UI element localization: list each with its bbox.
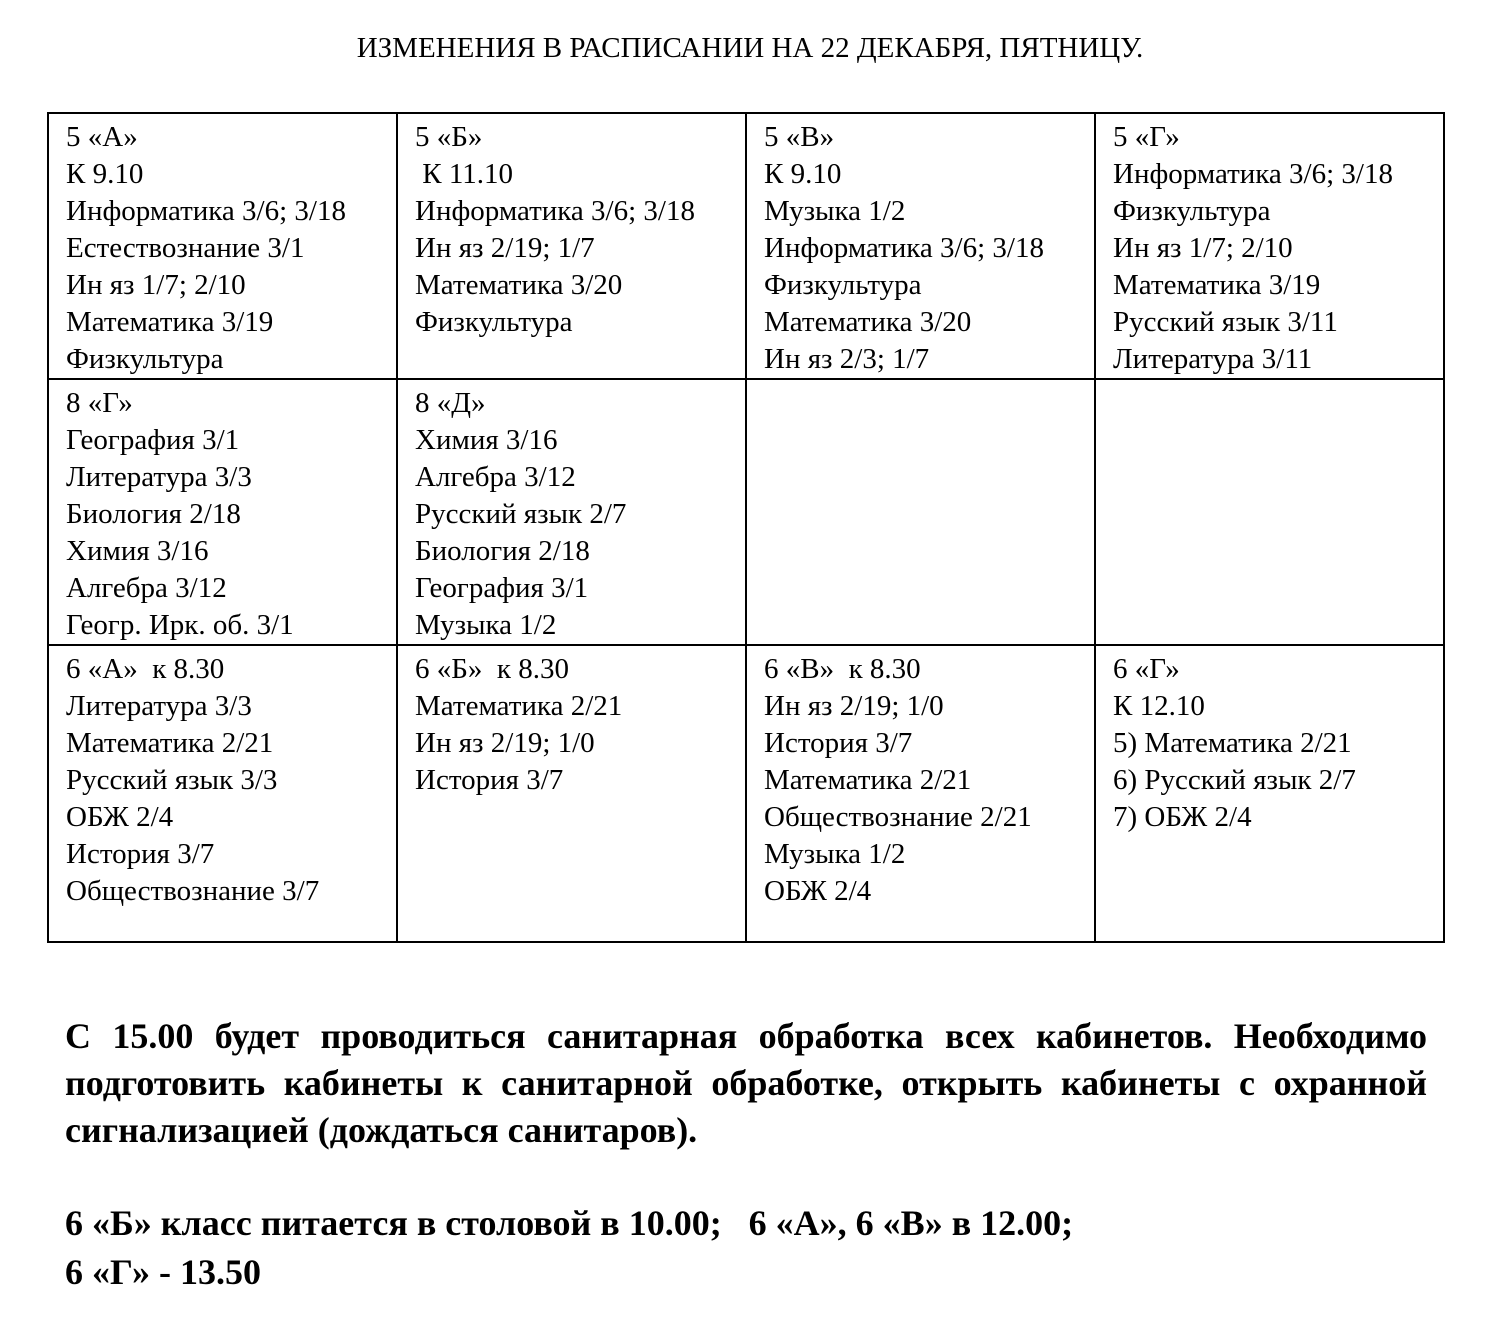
table-row bbox=[48, 113, 1444, 379]
lesson-entry: Алгебра 3/12 bbox=[415, 461, 576, 493]
lesson-entry: Литература 3/3 bbox=[66, 461, 252, 493]
lesson-entry: Математика 2/21 bbox=[764, 764, 972, 796]
lesson-entry: Математика 2/21 bbox=[66, 727, 274, 759]
class-name: 8 «Д» bbox=[415, 387, 486, 419]
lesson-entry: Физкультура bbox=[66, 343, 224, 375]
lesson-entry: Ин яз 1/7; 2/10 bbox=[1113, 232, 1293, 264]
class-name: 6 «В» к 8.30 bbox=[764, 653, 921, 685]
table-cell bbox=[746, 113, 1095, 379]
class-name: 5 «А» bbox=[66, 121, 138, 153]
lesson-entry: Физкультура bbox=[1113, 195, 1271, 227]
lesson-entry: Математика 2/21 bbox=[415, 690, 623, 722]
lesson-entry: Музыка 1/2 bbox=[764, 195, 906, 227]
lesson-entry: Литература 3/3 bbox=[66, 690, 252, 722]
lesson-entry: Ин яз 2/19; 1/7 bbox=[415, 232, 595, 264]
lesson-entry: Математика 3/19 bbox=[66, 306, 274, 338]
lesson-entry: География 3/1 bbox=[415, 572, 589, 604]
lesson-entry: Химия 3/16 bbox=[66, 535, 209, 567]
lesson-entry: К 12.10 bbox=[1113, 690, 1205, 722]
class-name: 8 «Г» bbox=[66, 387, 133, 419]
lesson-entry: К 11.10 bbox=[415, 158, 514, 190]
sanitary-notice: С 15.00 будет проводиться санитарная обработка всех кабинетов. Необходимо подготовить кабинеты к санитарной обработке, открыть кабинеты с охранной сигнализацией (дождаться санитаров). bbox=[65, 1016, 1427, 1150]
class-name: 5 «Б» bbox=[415, 121, 483, 153]
lesson-entry: Геогр. Ирк. об. 3/1 bbox=[66, 609, 294, 641]
lesson-entry: Литература 3/11 bbox=[1113, 343, 1313, 375]
lesson-entry: Информатика 3/6; 3/18 bbox=[415, 195, 695, 227]
lesson-entry: 5) Математика 2/21 bbox=[1113, 727, 1352, 759]
table-cell bbox=[1095, 645, 1444, 942]
lesson-entry: История 3/7 bbox=[415, 764, 564, 796]
table-cell bbox=[397, 379, 746, 645]
lesson-entry: Естествознание 3/1 bbox=[66, 232, 305, 264]
table-cell bbox=[397, 645, 746, 942]
table-cell bbox=[397, 113, 746, 379]
class-name: 6 «Г» bbox=[1113, 653, 1180, 685]
lesson-entry: Ин яз 2/19; 1/0 bbox=[764, 690, 944, 722]
lesson-entry: Биология 2/18 bbox=[66, 498, 241, 530]
table-cell bbox=[48, 645, 397, 942]
lesson-entry: Русский язык 2/7 bbox=[415, 498, 627, 530]
class-name: 6 «А» к 8.30 bbox=[66, 653, 225, 685]
class-name: 5 «Г» bbox=[1113, 121, 1180, 153]
lesson-entry: Русский язык 3/11 bbox=[1113, 306, 1338, 338]
lesson-entry: К 9.10 bbox=[764, 158, 842, 190]
lesson-entry: Музыка 1/2 bbox=[415, 609, 557, 641]
lesson-entry: Физкультура bbox=[764, 269, 922, 301]
lesson-entry: Музыка 1/2 bbox=[764, 838, 906, 870]
table-cell bbox=[48, 379, 397, 645]
schedule-table bbox=[47, 112, 1445, 943]
class-name: 6 «Б» к 8.30 bbox=[415, 653, 569, 685]
lesson-entry: 6) Русский язык 2/7 bbox=[1113, 764, 1356, 796]
lesson-entry: География 3/1 bbox=[66, 424, 240, 456]
table-cell bbox=[1095, 113, 1444, 379]
lesson-entry: Химия 3/16 bbox=[415, 424, 558, 456]
table-cell bbox=[1095, 379, 1444, 645]
lunch-line: 6 «Б» класс питается в столовой в 10.00; 6 «А», 6 «В» в 12.00; bbox=[65, 1203, 1074, 1243]
lesson-entry: Алгебра 3/12 bbox=[66, 572, 227, 604]
table-row bbox=[48, 379, 1444, 645]
lesson-entry: История 3/7 bbox=[764, 727, 913, 759]
lunch-line: 6 «Г» - 13.50 bbox=[65, 1252, 261, 1292]
lesson-entry: К 9.10 bbox=[66, 158, 144, 190]
page-title: ИЗМЕНЕНИЯ В РАСПИСАНИИ НА 22 ДЕКАБРЯ, ПЯТНИЦУ. bbox=[356, 32, 1144, 64]
lesson-entry: Математика 3/20 bbox=[764, 306, 972, 338]
lesson-entry: Информатика 3/6; 3/18 bbox=[764, 232, 1044, 264]
lesson-entry: Ин яз 2/3; 1/7 bbox=[764, 343, 930, 375]
lesson-entry: Биология 2/18 bbox=[415, 535, 590, 567]
lesson-entry: Физкультура bbox=[415, 306, 573, 338]
table-cell bbox=[746, 379, 1095, 645]
lesson-entry: ОБЖ 2/4 bbox=[66, 801, 174, 833]
lesson-entry: Информатика 3/6; 3/18 bbox=[1113, 158, 1393, 190]
lesson-entry: Обществознание 3/7 bbox=[66, 875, 320, 907]
lesson-entry: История 3/7 bbox=[66, 838, 215, 870]
lesson-entry: 7) ОБЖ 2/4 bbox=[1113, 801, 1252, 833]
table-row bbox=[48, 645, 1444, 942]
table-cell bbox=[746, 645, 1095, 942]
class-name: 5 «В» bbox=[764, 121, 835, 153]
lesson-entry: Ин яз 1/7; 2/10 bbox=[66, 269, 246, 301]
lesson-entry: Русский язык 3/3 bbox=[66, 764, 278, 796]
lesson-entry: Обществознание 2/21 bbox=[764, 801, 1032, 833]
lunch-schedule bbox=[65, 1199, 1427, 1297]
lesson-entry: Математика 3/19 bbox=[1113, 269, 1321, 301]
lesson-entry: Информатика 3/6; 3/18 bbox=[66, 195, 346, 227]
lesson-entry: Математика 3/20 bbox=[415, 269, 623, 301]
lesson-entry: ОБЖ 2/4 bbox=[764, 875, 872, 907]
lesson-entry: Ин яз 2/19; 1/0 bbox=[415, 727, 595, 759]
table-cell bbox=[48, 113, 397, 379]
